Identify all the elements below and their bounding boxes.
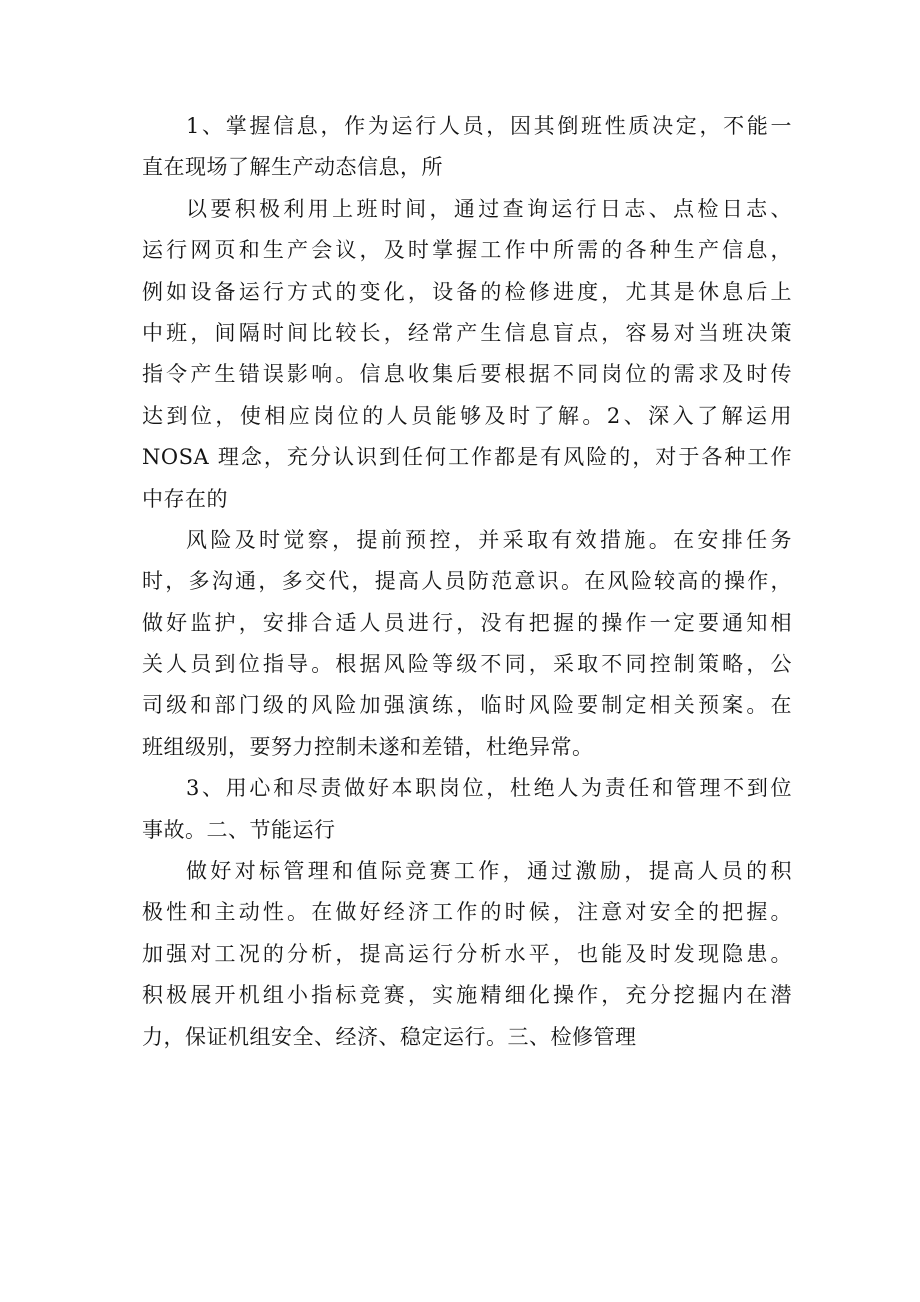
text-line: 司级和部门级的风险加强演练，临时风险要制定相关预案。在 — [142, 693, 792, 718]
text-line: 1、掌握信息，作为运行人员，因其倒班性质决定，不能一 — [186, 114, 792, 138]
text-line: 运行网页和生产会议，及时掌握工作中所需的各种生产信息， — [142, 238, 792, 263]
paragraph-information — [142, 106, 792, 189]
text-line: 例如设备运行方式的变化，设备的检修进度，尤其是休息后上 — [142, 279, 792, 304]
text-line: 以要积极利用上班时间，通过查询运行日志、点检日志、 — [186, 196, 792, 221]
text-line: 关人员到位指导。根据风险等级不同，采取不同控制策略，公 — [142, 652, 792, 677]
text-line: 做好监护，安排合适人员进行，没有把握的操作一定要通知相 — [142, 610, 792, 635]
text-line: 班组级别，要努力控制未遂和差错，杜绝异常。 — [142, 734, 594, 759]
text-line: 力，保证机组安全、经济、稳定运行。三、检修管理 — [142, 1024, 637, 1049]
text-line: 中存在的 — [142, 486, 228, 511]
text-line: 加强对工况的分析，提高运行分析水平，也能及时发现隐患。 — [142, 941, 792, 966]
paragraph-risk-control — [142, 520, 792, 768]
text-line: 做好对标管理和值际竞赛工作，通过激励，提高人员的积 — [186, 859, 792, 884]
text-line: 达到位，使相应岗位的人员能够及时了解。2、深入了解运用 — [142, 403, 792, 428]
paragraph-responsibility — [142, 768, 792, 851]
text-line: 极性和主动性。在做好经济工作的时候，注意对安全的把握。 — [142, 900, 792, 925]
text-line: 指令产生错误影响。信息收集后要根据不同岗位的需求及时传 — [142, 362, 792, 387]
text-line: 积极展开机组小指标竞赛，实施精细化操作，充分挖掘内在潜 — [142, 983, 792, 1008]
text-line: 直在现场了解生产动态信息，所 — [142, 155, 443, 180]
text-line: 事故。二、节能运行 — [142, 817, 336, 842]
paragraph-energy-saving — [142, 851, 792, 1058]
text-line: 3、用心和尽责做好本职岗位，杜绝人为责任和管理不到位 — [186, 776, 792, 801]
document-body — [142, 106, 792, 1058]
text-line: NOSA 理念，充分认识到任何工作都是有风险的，对于各种工作 — [142, 445, 792, 470]
paragraph-information-cont — [142, 189, 792, 520]
text-line: 中班，间隔时间比较长，经常产生信息盲点，容易对当班决策 — [142, 320, 792, 345]
text-line: 时，多沟通，多交代，提高人员防范意识。在风险较高的操作， — [142, 569, 792, 594]
text-line: 风险及时觉察，提前预控，并采取有效措施。在安排任务 — [186, 527, 792, 552]
